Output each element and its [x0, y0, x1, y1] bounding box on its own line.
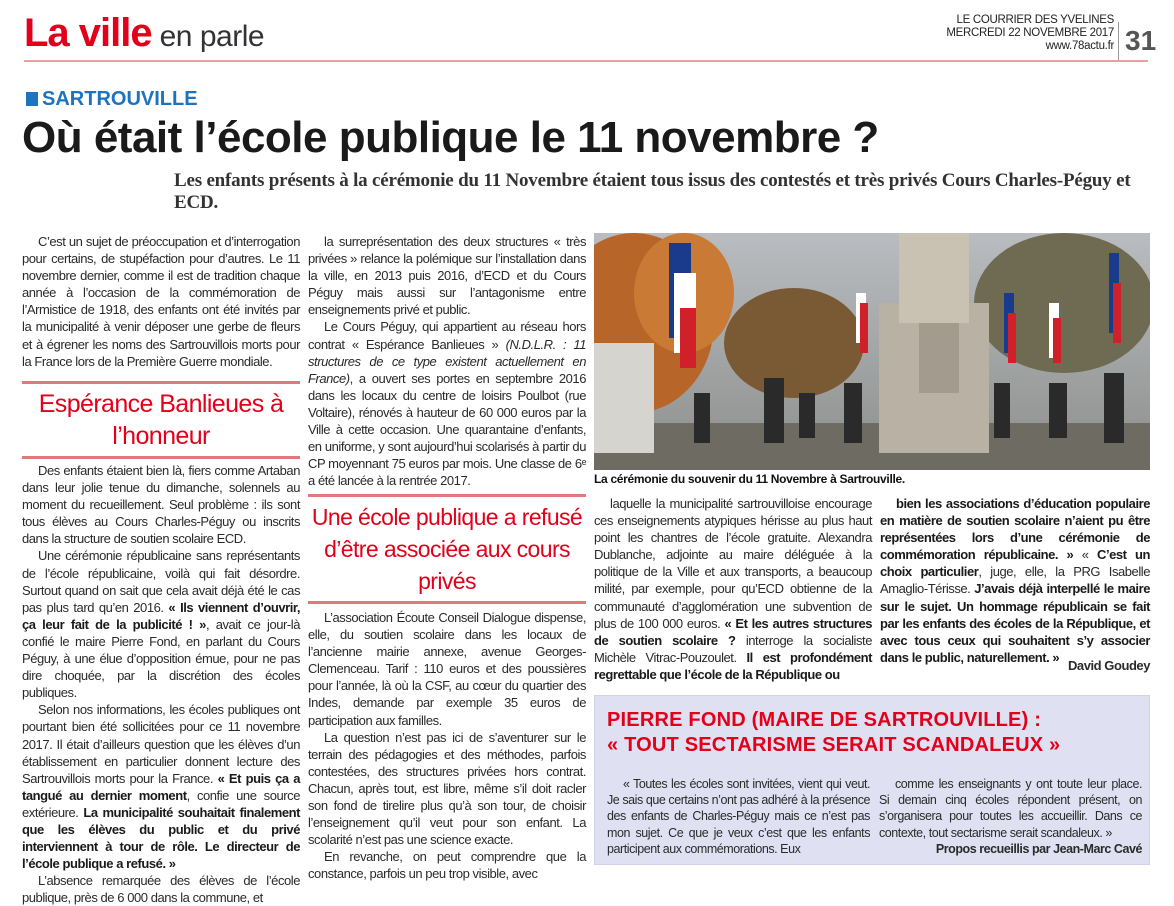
author-signature: David Goudey: [1067, 658, 1150, 673]
column-1-body: [22, 462, 300, 906]
box-credit: Propos recueillis par Jean-Marc Cavé: [935, 842, 1142, 856]
text-run: la surreprésentation des deux structures « très privées » relance la polémique sur l’installation dans la ville, en 2013 puis 2016, d’ECD et du Cours Péguy mais aussi sur l’antagonisme entre enseignements privé et public.: [308, 234, 586, 318]
text-run: Le Cours Péguy, qui appartient au réseau hors contrat « Espérance Banlieues »: [308, 319, 586, 352]
text-run: L’association Écoute Conseil Dialogue dispense, elle, du soutien scolaire dans les locaux de l’ancienne mairie annexe, avenue Georges-Clemenceau. Tarif : 110 euros et des poussières pour l’année, là où la CSF, au cœur du quartier des Indes, demande par exemple 35 euros de participation aux familles.: [308, 610, 586, 728]
text-run: En revanche, on peut comprendre que la constance, parfois un peu trop visible, avec: [308, 849, 586, 882]
text-run: La question n’est pas ici de s’aventurer sur le terrain des pédagogies et des méthodes, parfois contestées, des structures privées hors contrat. Chacun, après tout, est libre, même s’il doit racler son fond de tirelire plus qu’à son tour, de choisir l’enseignement qu’il veut pour son enfant. La scolarité n’est pas une science exacte.: [308, 729, 586, 848]
text-run: « Toutes les écoles sont invitées, vient qui veut. Je sais que certains n’ont pas adhéré à la présence des enfants de Charles-Péguy mais ce n’est pas mon sujet. Ce que je veux c’est que les enfants participent aux commémorations. Eux: [607, 777, 870, 856]
paragraph: [22, 547, 300, 701]
paragraph: [22, 462, 300, 547]
text-run: comme les enseignants y ont toute leur place. Si demain cinq écoles répondent présent, on s’organisera pour toutes les accueillir. Dans ce contexte, tout sectarisme serait scandaleux. »: [879, 777, 1142, 840]
article-subtitle: Les enfants présents à la cérémonie du 11 Novembre étaient tous issus des contestés et très privés Cours Charles-Péguy et ECD.: [174, 170, 1131, 213]
text-run: C’est un sujet de préoccupation et d’interrogation pour certains, de stupéfaction pour d’autres. Le 11 novembre dernier, comme il est de tradition chaque année à l’occasion de la commémoration de l’Armistice de 1918, des enfants ont été invités par la municipalité à venir déposer une gerbe de fleurs et à égrener les noms des Sartrouvillois morts pour la France lors de la Première Guerre mondiale.: [22, 234, 300, 369]
bold-quote: J’avais déjà interpellé le maire sur le sujet. Un hommage républicain se fait par les enfants des écoles de la République, et avec tous ceux qui souhaitent s’y associer dans le public, naturellement. »: [880, 581, 1150, 665]
box-column-1: [607, 776, 870, 857]
text-run: Selon nos informations, les écoles publiques ont pourtant bien été sollicitées pour ce 11 novembre 2017. Il était d’ailleurs question que les élèves d’un établissement en particulier donnent lecture des Sartrouvillois morts pour la France.: [22, 702, 300, 786]
text-run: laquelle la municipalité sartrouvilloise encourage ces enseignements atypiques hérisse au plus haut point les chantres de l’école gratuite. Alexandra Dublanche, adjointe au maire déléguée à la politique de la Ville et aux transports, a beaucoup milité, par exemple, pour qu’ECD obtienne de la communauté d’agglomération une subvention de plus de 100 000 euros.: [594, 496, 872, 631]
paragraph: [607, 776, 870, 857]
column-4: [880, 495, 1150, 666]
box-title-line-2: « TOUT SECTARISME SERAIT SCANDALEUX »: [607, 734, 1061, 756]
paragraph: [22, 233, 300, 370]
column-1-intro: [22, 233, 300, 370]
paragraph: [594, 495, 872, 683]
rubric-subtitle: en parle: [159, 20, 265, 53]
ceremony-photo: [594, 233, 1150, 470]
text-run: Des enfants étaient bien là, fiers comme Artaban dans leur jolie tenue du dimanche, solennels au moment du recueillement. Seul problème : ils sont tous élèves au Cours Charles-Péguy ou inscrits dans la structure de soutien scolaire ECD.: [22, 463, 300, 547]
text-run: , juge, elle, la PRG Isabelle Amaglio-Térisse.: [880, 564, 1150, 597]
column-2-top: [308, 233, 586, 489]
issue-date: MERCREDI 22 NOVEMBRE 2017: [946, 27, 1114, 39]
newspaper-name: LE COURRIER DES YVELINES: [956, 14, 1114, 26]
header-divider: [24, 60, 1148, 62]
text-run: , a ouvert ses portes en septembre 2016 dans les locaux du centre de loisirs Poulbot (rue Voltaire), rénovés à hauteur de 60 000 euros par la Ville à cette occasion. Une quarantaine d’enfants, en uniforme, y sont aujourd’hui scolarisés à partir du CP moyennant 75 euros par mois. Une classe de 6ᵉ a été lancée à la rentrée 2017.: [308, 370, 586, 489]
interview-box: [594, 695, 1150, 865]
text-run: L’absence remarquée des élèves de l’école publique, près de 6 000 dans la commune, et: [22, 873, 300, 906]
ceremony-photo-image: [594, 233, 1150, 470]
text-run: Une cérémonie républicaine sans représentants de l’école républicaine, voilà qui fait désordre. Surtout quand on sait que cela avait déjà été le cas pas plus tard qu’en 2016.: [22, 548, 300, 615]
column-2-bottom: [308, 609, 586, 883]
paragraph: [880, 495, 1150, 666]
subhead-esperance: Espérance Banlieues à l’honneur: [22, 381, 300, 459]
bold-quote: C’est un choix particulier: [880, 547, 1150, 580]
bold-quote: La municipalité souhaitait finalement que les élèves du public et du privé interviennent à tour de rôle. Le directeur de l’école publique a refusé. »: [22, 804, 300, 872]
text-run: interroge la socialiste Michèle Vitrac-Pouzoulet.: [594, 632, 872, 665]
square-bullet-icon: [26, 92, 38, 106]
bold-quote: « Ils viennent d’ouvrir, ça leur fait de la publicité ! »: [22, 599, 300, 632]
website-link[interactable]: www.78actu.fr: [1045, 40, 1114, 52]
box-title-line-1: PIERRE FOND (MAIRE DE SARTROUVILLE) :: [607, 709, 1042, 731]
paragraph: [308, 848, 586, 882]
italic-note: (N.D.L.R. : 11 structures de ce type existent actuellement en France): [308, 336, 587, 386]
masthead: [946, 14, 1114, 53]
bold-quote: « Et puis ça a tangué au dernier moment: [22, 770, 300, 803]
bold-quote: bien les associations d’éducation populaire en matière de soutien scolaire n’aient pu être représentées lors d’une cérémonie de commémoration républicaine. »: [880, 496, 1150, 563]
paragraph: [308, 318, 586, 489]
column-3: [594, 495, 872, 683]
interview-box-title: [607, 708, 1060, 758]
article-title: Où était l’école publique le 11 novembre ?: [22, 113, 879, 162]
page-number: 31: [1118, 22, 1156, 62]
article-kicker: [26, 88, 198, 110]
paragraph: [308, 609, 586, 729]
rubric-title: La ville: [24, 11, 152, 55]
kicker-text: SARTROUVILLE: [42, 88, 198, 110]
paragraph: [308, 233, 586, 318]
paragraph: [22, 872, 300, 906]
text-run: , confie une source extérieure.: [22, 787, 300, 820]
bold-quote: Il est profondément regrettable que l’école de la République ou: [594, 649, 872, 682]
bold-quote: « Et les autres structures de soutien scolaire ?: [594, 615, 873, 648]
text-run: , avait ce jour-là confié le maire Pierre Fond, en parlant du Cours Péguy, à une élue d’opposition émue, pour ne pas dire choquée, par la discrétion des écoles publiques.: [22, 616, 300, 701]
paragraph: [308, 729, 586, 849]
photo-caption: La cérémonie du souvenir du 11 Novembre à Sartrouville.: [594, 472, 905, 486]
paragraph: [879, 776, 1142, 841]
paragraph: [22, 701, 300, 872]
text-run: «: [1073, 547, 1098, 563]
section-rubric: [24, 8, 264, 62]
box-column-2: [879, 776, 1142, 841]
subhead-ecole-publique: Une école publique a refusé d’être associée aux cours privés: [308, 494, 586, 604]
